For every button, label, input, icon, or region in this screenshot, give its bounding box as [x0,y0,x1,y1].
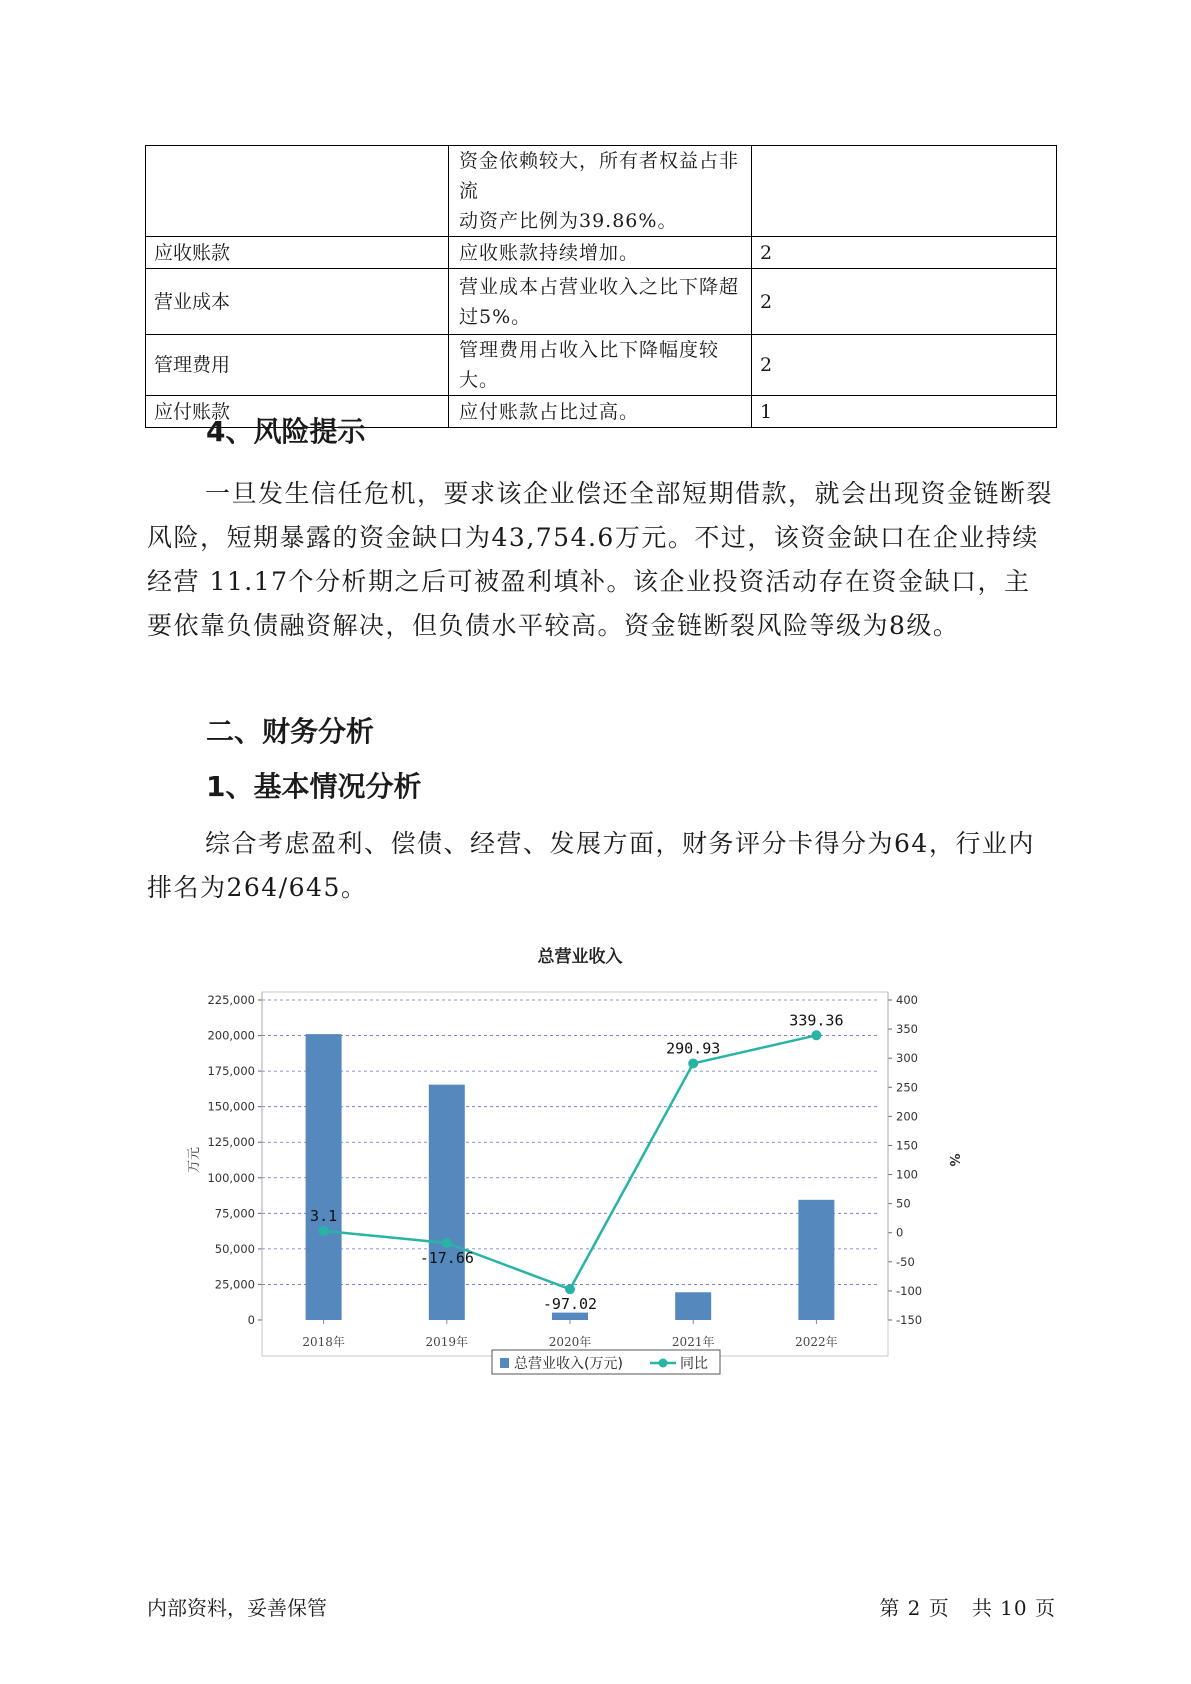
table-cell-item: 应收账款 [146,237,449,269]
section-heading-risk: 4、风险提示 [206,415,366,448]
desc-line: 应收账款持续增加。 [459,241,640,264]
table-cell-score [752,146,1057,237]
legend-label: 同比 [680,1356,708,1372]
x-tick-label: 2020年 [548,1335,592,1349]
y2-tick-label: 250 [896,1080,918,1095]
section-heading-finance: 二、财务分析 [206,715,375,748]
table-cell-item [146,146,449,237]
desc-line: 应付账款占比过高。 [459,400,640,423]
desc-line: 过5%。 [459,305,532,328]
yoy-point [442,1238,452,1248]
y2-tick-label: 300 [896,1051,918,1066]
table-cell-item: 管理费用 [146,335,449,396]
bar [429,1085,465,1320]
y2-tick-label: 50 [896,1196,911,1211]
table-cell-desc [449,237,752,269]
y-tick-label: 200,000 [207,1028,255,1043]
chart-title: 总营业收入 [537,947,623,967]
footer-page-number: 第 2 页 共 10 页 [879,1596,1056,1620]
table-cell-desc [449,396,752,428]
legend-swatch-bar [500,1358,509,1368]
y2-tick-label: 350 [896,1022,918,1037]
table-cell-desc [449,269,752,335]
table-row [146,269,1057,335]
table-cell-score: 2 [752,237,1057,269]
y-tick-label: 0 [247,1313,255,1327]
table-cell-desc [449,335,752,396]
y-tick-label: 75,000 [214,1206,255,1221]
table-cell-item: 营业成本 [146,269,449,335]
x-tick-label: 2018年 [302,1335,345,1349]
data-label: 339.36 [789,1011,844,1030]
yoy-point [565,1284,575,1294]
y2-tick-label: 0 [896,1225,904,1240]
y-tick-label: 175,000 [207,1064,255,1079]
desc-line: 动资产比例为39.86%。 [459,210,678,232]
x-tick-label: 2019年 [425,1335,469,1349]
y-tick-label: 150,000 [207,1099,255,1114]
y-tick-label: 225,000 [207,993,255,1007]
y2-tick-label: 150 [896,1138,918,1153]
y2-tick-label: -50 [896,1254,915,1269]
table-cell-item: 应付账款 [146,396,449,428]
yoy-line [324,1035,817,1289]
bar [306,1034,342,1320]
desc-line: 营业成本占营业收入之比下降超 [459,275,740,298]
desc-line: 资金依赖较大，所有者权益占非流 [459,150,740,202]
data-label: 3.1 [310,1206,338,1225]
paragraph-risk: 一旦发生信任危机，要求该企业偿还全部短期借款，就会出现资金链断裂风险，短期暴露的资金缺口为43,754.6万元。不过，该资金缺口在企业持续经营 11.17个分析期之后可被盈利填补。该企业投资活动存在资金缺口，主要依靠负债融资解决，但负债水平较高。资金链断裂风险等级为8级。 [147,479,1054,640]
data-label: -97.02 [542,1295,598,1314]
yoy-point [811,1030,821,1040]
table-row [146,237,1057,269]
y2-tick-label: 100 [896,1167,918,1182]
footer-confidential: 内部资料，妥善保管 [147,1596,327,1620]
y2-tick-label: 400 [896,993,918,1007]
table-cell-score: 1 [752,396,1057,428]
table-cell-score: 2 [752,335,1057,396]
x-tick-label: 2022年 [795,1335,838,1349]
y-tick-label: 100,000 [207,1170,255,1185]
bar [798,1200,834,1320]
y2-tick-label: -100 [896,1283,923,1298]
y2-tick-label: -150 [896,1313,923,1327]
bar [552,1313,588,1320]
y-axis-label: 万元 [187,1146,202,1174]
y-tick-label: 25,000 [214,1277,255,1292]
bar [675,1292,711,1320]
risk-indicator-table [145,145,1057,428]
legend-label: 总营业收入(万元) [514,1356,623,1372]
yoy-point [319,1226,329,1236]
y-tick-label: 125,000 [207,1135,255,1150]
desc-line: 管理费用占收入比下降幅度较大。 [459,339,720,391]
legend-swatch-point [659,1359,668,1368]
y2-axis-label: % [946,1153,961,1167]
yoy-point [688,1058,698,1068]
table-row [146,335,1057,396]
data-label: 290.93 [666,1039,721,1058]
x-tick-label: 2021年 [671,1335,715,1349]
table-cell-score: 2 [752,269,1057,335]
y2-tick-label: 200 [896,1109,918,1124]
revenue-chart [180,940,1040,1420]
table-cell-desc [449,146,752,237]
y-tick-label: 50,000 [214,1241,255,1256]
section-heading-basic: 1、基本情况分析 [206,770,422,803]
table-row [146,146,1057,237]
data-label: -17.66 [419,1249,474,1268]
paragraph-basic: 综合考虑盈利、偿债、经营、发展方面，财务评分卡得分为64，行业内排名为264/645。 [147,829,1035,902]
